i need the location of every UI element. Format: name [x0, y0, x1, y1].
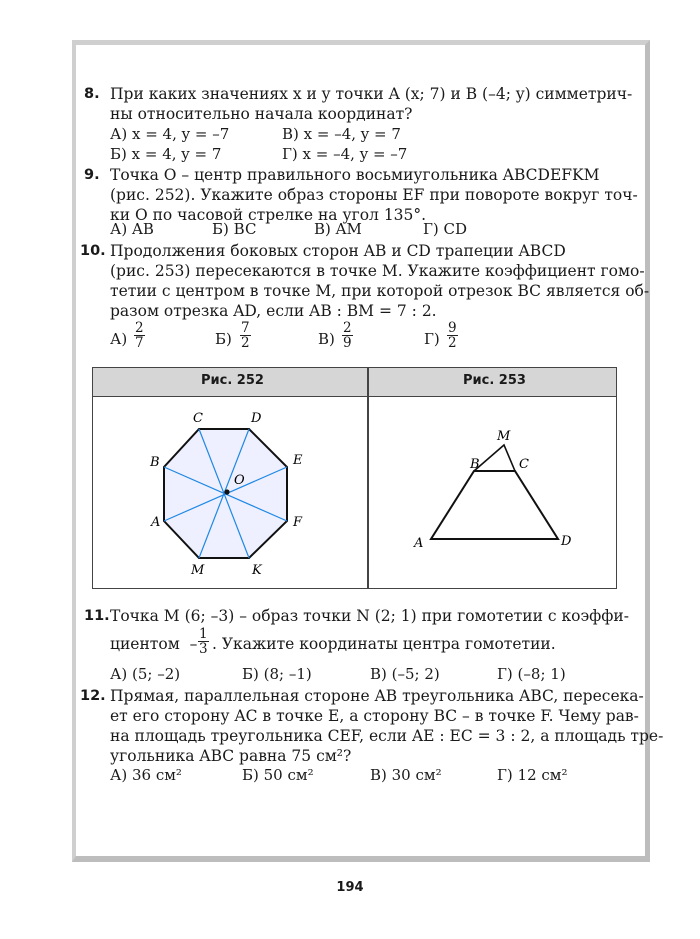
label-c: C — [519, 457, 529, 472]
label-d: D — [251, 411, 262, 426]
label-m: M — [497, 429, 511, 444]
q8-option-b: Б) x = 4, y = 7 — [110, 145, 222, 163]
fig253-trapezoid-diagram — [369, 396, 616, 588]
q11-coefficient-fraction: $\frac{1}{3}$ — [199, 626, 208, 657]
q9-option-v: В) AM — [314, 220, 362, 238]
center-point-o — [224, 489, 229, 494]
q9-option-b: Б) BC — [212, 220, 257, 238]
figures-header — [93, 368, 616, 397]
trapezoid-shape — [431, 471, 558, 539]
q10-line-1: Продолжения боковых сторон AB и CD трапеции ABCD — [110, 242, 566, 260]
q11-line-2-start: циентом – — [110, 635, 198, 653]
q10-option-a-fraction: $\frac{2}{7}$ — [135, 320, 144, 351]
label-b: B — [470, 457, 480, 472]
q10-option-v-letter: В) — [318, 330, 335, 348]
q11-number: 11. — [84, 608, 110, 624]
q9-option-g: Г) CD — [423, 220, 468, 238]
q10-option-g-letter: Г) — [424, 330, 440, 348]
q9-line-1: Точка O – центр правильного восьмиугольника ABCDEFKM — [110, 166, 600, 184]
q10-option-b-letter: Б) — [215, 330, 232, 348]
q9-number: 9. — [84, 167, 100, 183]
label-d: D — [561, 534, 572, 549]
q11-line-1: Точка M (6; –3) – образ точки N (2; 1) при гомотетии с коэффи- — [110, 607, 629, 625]
q8-option-v: В) x = –4, y = 7 — [282, 125, 401, 143]
q8-number: 8. — [84, 86, 100, 102]
q11-line-2-end: . Укажите координаты центра гомотетии. — [212, 635, 556, 653]
label-k: K — [252, 563, 262, 578]
q12-option-a: А) 36 см² — [110, 766, 182, 784]
q10-option-b-fraction: $\frac{7}{2}$ — [241, 320, 250, 351]
q9-line-2: (рис. 252). Укажите образ стороны EF при повороте вокруг точ- — [110, 186, 638, 204]
q12-option-b: Б) 50 см² — [242, 766, 314, 784]
q8-option-a: А) x = 4, y = –7 — [110, 125, 230, 143]
q12-option-v: В) 30 см² — [370, 766, 442, 784]
fig252-octagon-diagram — [93, 396, 367, 588]
q8-line-1: При каких значениях x и y точки A (x; 7) и B (–4; y) симметрич- — [110, 85, 633, 103]
q10-option-v-fraction: $\frac{2}{9}$ — [343, 320, 352, 351]
q9-option-a: А) AB — [110, 220, 154, 238]
label-c: C — [193, 411, 203, 426]
fig253-title: Рис. 253 — [463, 373, 526, 388]
q10-line-3: тетии с центром в точке M, при которой отрезок BC является об- — [110, 282, 650, 300]
q11-option-a: А) (5; –2) — [110, 665, 181, 683]
q10-line-4: разом отрезка AD, если AB : BM = 7 : 2. — [110, 302, 437, 320]
q9-line-3: ки O по часовой стрелке на угол 135°. — [110, 206, 427, 224]
label-o: O — [234, 473, 245, 488]
label-m: M — [191, 563, 205, 578]
fig252-title: Рис. 252 — [201, 373, 264, 388]
q8-line-2: ны относительно начала координат? — [110, 105, 413, 123]
q12-number: 12. — [80, 688, 106, 704]
label-a: A — [414, 536, 424, 551]
page-number: 194 — [336, 880, 364, 895]
q10-option-a-letter: А) — [110, 330, 128, 348]
q12-line-2: ет его сторону AC в точке E, а сторону BC – в точке F. Чему рав- — [110, 707, 639, 725]
q12-line-3: на площадь треугольника CEF, если AE : EC = 3 : 2, а площадь тре- — [110, 727, 664, 745]
q11-option-g: Г) (–8; 1) — [497, 665, 566, 683]
label-a: A — [151, 515, 161, 530]
label-f: F — [293, 515, 303, 530]
label-e: E — [293, 453, 303, 468]
q12-line-4: угольника ABC равна 75 см²? — [110, 747, 352, 765]
figures-box — [92, 367, 617, 589]
label-b: B — [150, 455, 160, 470]
extension-lines — [474, 445, 515, 471]
q11-option-v: В) (–5; 2) — [370, 665, 440, 683]
q12-option-g: Г) 12 см² — [497, 766, 568, 784]
q11-option-b: Б) (8; –1) — [242, 665, 312, 683]
q12-line-1: Прямая, параллельная стороне AB треугольника ABC, пересека- — [110, 687, 644, 705]
q10-number: 10. — [80, 243, 106, 259]
q10-line-2: (рис. 253) пересекаются в точке M. Укажите коэффициент гомо- — [110, 262, 645, 280]
q10-option-g-fraction: $\frac{9}{2}$ — [448, 320, 457, 351]
q8-option-g: Г) x = –4, y = –7 — [282, 145, 408, 163]
